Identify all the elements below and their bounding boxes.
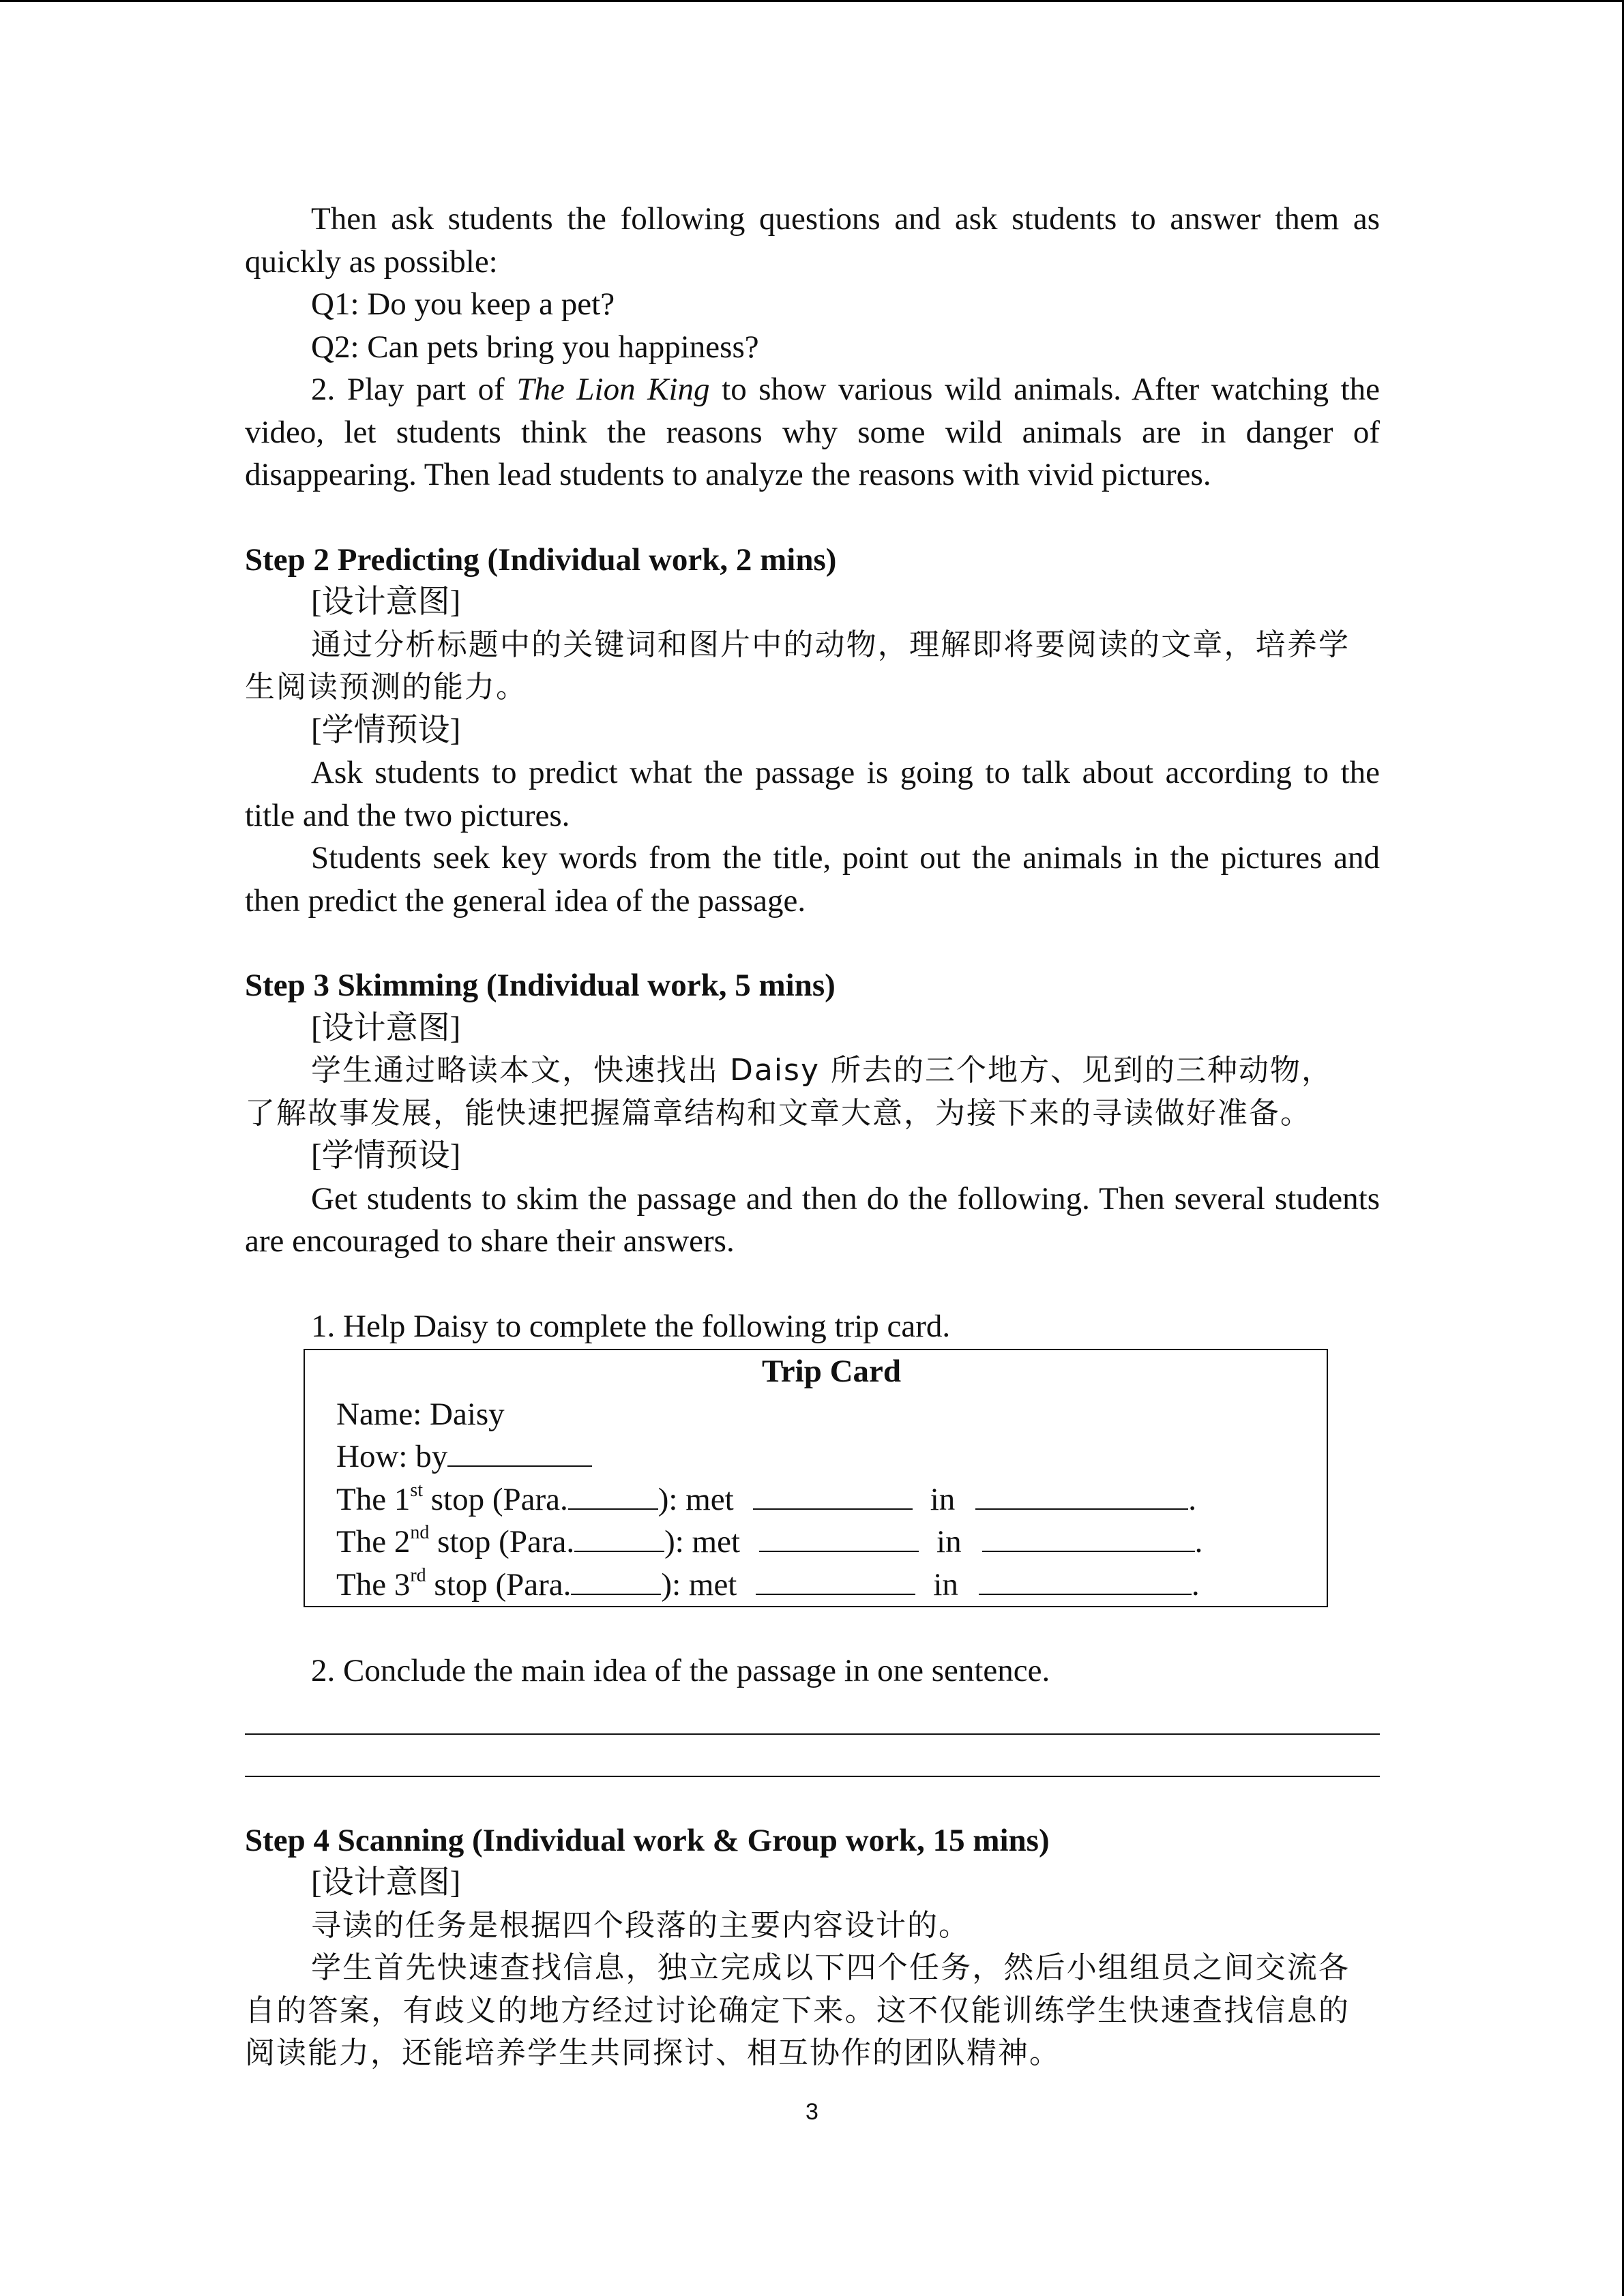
transport-blank[interactable] — [447, 1435, 592, 1467]
stop-1-period: . — [1188, 1481, 1197, 1517]
stop-3-prefix: The 3 — [336, 1566, 411, 1602]
step3-task-1: 1. Help Daisy to complete the following trip card. — [311, 1308, 951, 1344]
intro-paragraph: Then ask students the following questions and ask students to answer them as quickly as possible: — [245, 201, 1380, 280]
stop-3-in: in — [933, 1566, 958, 1602]
stop-1-met: ): met — [658, 1481, 734, 1517]
question-2: Q2: Can pets bring you happiness? — [311, 329, 759, 365]
stop-2-para-blank[interactable] — [574, 1521, 664, 1552]
step3-design-text-line2: 了解故事发展，能快速把握篇章结构和文章大意，为接下来的寻读做好准备。 — [245, 1095, 1312, 1131]
trip-card-how-label: How: by — [336, 1439, 448, 1474]
trip-card — [304, 1349, 1328, 1607]
step3-heading: Step 3 Skimming (Individual work, 5 mins) — [245, 968, 836, 1003]
stop-1-place-blank[interactable] — [975, 1478, 1188, 1510]
stop-2-prefix: The 2 — [336, 1524, 411, 1560]
trip-card-stop-1 — [336, 1478, 1327, 1521]
page-border-top — [0, 0, 1624, 2]
para2-after: to show various wild animals. After watching the video, let students think the reasons why some wild animals are in danger of disappearing. Then lead students to analyze the reasons with vivid pictures. — [245, 372, 1381, 492]
stop-1-para-blank[interactable] — [568, 1478, 658, 1510]
page-number: 3 — [806, 2099, 818, 2125]
step3-task-2: 2. Conclude the main idea of the passage in one sentence. — [311, 1653, 1050, 1688]
stop-3-ordinal: rd — [410, 1564, 426, 1586]
stop-1-ordinal: st — [410, 1479, 424, 1501]
step2-text-1: Ask students to predict what the passage is going to talk about according to the title and the two pictures. — [245, 755, 1380, 833]
step2-text-2: Students seek key words from the title, point out the animals in the pictures and then predict the general idea of the passage. — [245, 840, 1380, 919]
intro-paragraph-2 — [245, 368, 1380, 496]
movie-title: The Lion King — [516, 372, 710, 407]
stop-1-in: in — [930, 1481, 956, 1517]
step2-heading: Step 2 Predicting (Individual work, 2 mins) — [245, 541, 837, 578]
step3-preset-label: [学情预设] — [311, 1138, 461, 1174]
trip-card-stop-2 — [336, 1521, 1327, 1564]
stop-3-animal-blank[interactable] — [756, 1564, 915, 1595]
step3-design-text-line1: 学生通过略读本文，快速找出 Daisy 所去的三个地方、见到的三种动物， — [311, 1053, 1333, 1088]
question-1: Q1: Do you keep a pet? — [311, 286, 615, 322]
stop-3-met: ): met — [661, 1566, 737, 1602]
stop-2-period: . — [1194, 1524, 1203, 1560]
stop-3-place-blank[interactable] — [979, 1564, 1192, 1595]
stop-2-place-blank[interactable] — [982, 1521, 1195, 1552]
step2-design-text: 通过分析标题中的关键词和图片中的动物，理解即将要阅读的文章，培养学生阅读预测的能力。 — [245, 627, 1350, 704]
step4-text-1: 寻读的任务是根据四个段落的主要内容设计的。 — [311, 1907, 970, 1943]
stop-2-met: ): met — [664, 1524, 741, 1560]
stop-2-ordinal: nd — [410, 1522, 430, 1543]
trip-card-name: Name: Daisy — [336, 1396, 505, 1432]
step3-design-label: [设计意图] — [311, 1010, 461, 1046]
stop-3-para-blank[interactable] — [571, 1564, 661, 1595]
step4-text-2: 学生首先快速查找信息，独立完成以下四个任务，然后小组组员之间交流各自的答案，有歧义的地方经过讨论确定下来。这不仅能训练学生快速查找信息的阅读能力，还能培养学生共同探讨、相互协作的团队精神。 — [245, 1950, 1350, 2070]
step2-design-label: [设计意图] — [311, 584, 461, 620]
stop-1-animal-blank[interactable] — [753, 1478, 913, 1510]
document-page — [245, 198, 1380, 2075]
step4-design-label: [设计意图] — [311, 1865, 461, 1900]
answer-line-1[interactable] — [245, 1693, 1380, 1735]
trip-card-how — [336, 1435, 1327, 1478]
stop-1-label: stop (Para. — [423, 1481, 568, 1517]
step2-preset-label: [学情预设] — [311, 712, 461, 748]
stop-3-label: stop (Para. — [426, 1566, 572, 1602]
stop-3-period: . — [1191, 1566, 1200, 1602]
stop-2-in: in — [936, 1524, 962, 1560]
step4-heading: Step 4 Scanning (Individual work & Group work, 15 mins) — [245, 1822, 1050, 1858]
stop-1-prefix: The 1 — [336, 1481, 411, 1517]
trip-card-title: Trip Card — [761, 1354, 902, 1389]
stop-2-label: stop (Para. — [429, 1524, 575, 1560]
para2-before: 2. Play part of — [311, 372, 517, 407]
trip-card-stop-3 — [336, 1564, 1327, 1607]
step3-text-1: Get students to skim the passage and then do the following. Then several students are encouraged to share their answers. — [245, 1180, 1380, 1259]
answer-line-2[interactable] — [245, 1735, 1380, 1777]
stop-2-animal-blank[interactable] — [759, 1521, 919, 1552]
